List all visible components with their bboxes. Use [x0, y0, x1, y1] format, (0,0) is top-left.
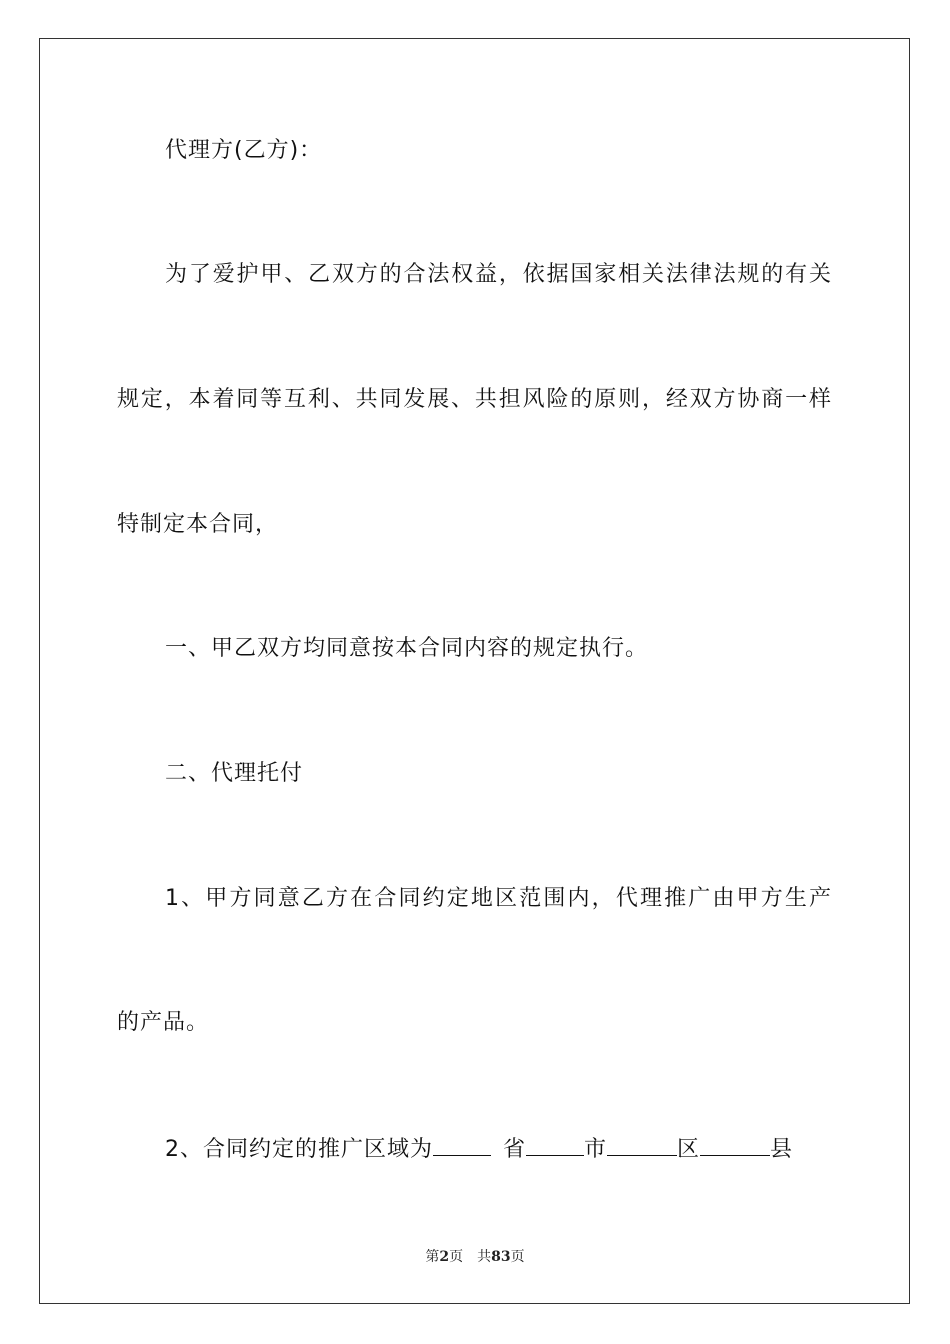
party-b-label: 代理方(乙方)： — [165, 138, 323, 163]
body-paragraph-line: 为了爱护甲、乙双方的合法权益，依据国家相关法律法规的有关 — [165, 262, 832, 287]
city-blank — [526, 1133, 584, 1156]
region-prefix: 2、合同约定的推广区域为 — [165, 1137, 433, 1162]
county-blank — [700, 1133, 770, 1156]
province-label: 省 — [503, 1137, 527, 1162]
clause-two-heading: 二、代理托付 — [165, 761, 304, 786]
clause-two-item-one: 1、甲方同意乙方在合同约定地区范围内，代理推广由甲方生产 — [165, 886, 832, 911]
district-label: 区 — [677, 1137, 701, 1162]
clause-one: 一、甲乙双方均同意按本合同内容的规定执行。 — [165, 636, 649, 661]
district-blank — [607, 1133, 677, 1156]
page-border — [39, 38, 910, 1304]
total-prefix: 共 — [477, 1249, 492, 1265]
page-footer — [0, 1247, 950, 1267]
current-page-number: 2 — [439, 1249, 450, 1265]
page-prefix: 第 — [425, 1249, 440, 1265]
clause-two-item-one-continued: 的产品。 — [117, 1010, 210, 1035]
province-blank — [433, 1133, 491, 1156]
total-page-count: 83 — [491, 1249, 511, 1265]
body-paragraph-line: 特制定本合同， — [117, 512, 279, 537]
region-line — [117, 1133, 832, 1165]
city-label: 市 — [584, 1137, 608, 1162]
page-suffix: 页 — [449, 1249, 464, 1265]
total-suffix: 页 — [510, 1249, 525, 1265]
body-paragraph-line: 规定，本着同等互利、共同发展、共担风险的原则，经双方协商一样 — [117, 387, 832, 412]
county-label: 县 — [770, 1137, 794, 1162]
